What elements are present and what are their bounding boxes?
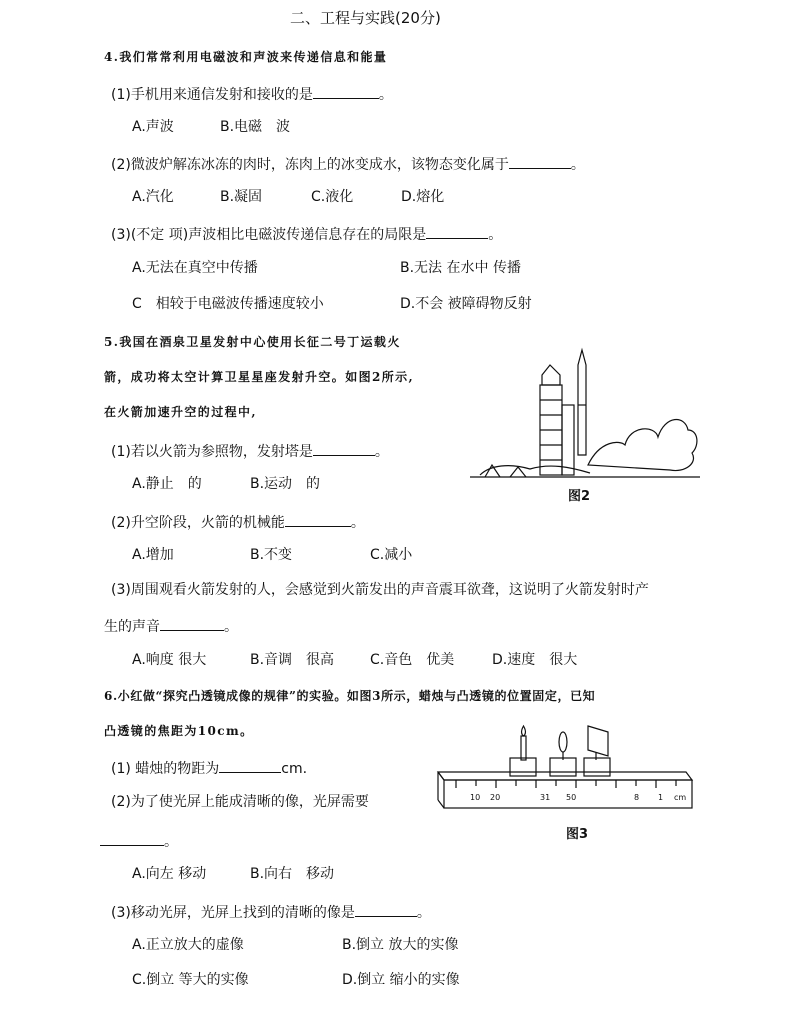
q5-stem-line3: 在火箭加速升空的过程中, bbox=[104, 405, 257, 419]
q5-stem-line1: 5.我国在酒泉卫星发射中心使用长征二号丁运载火 bbox=[104, 335, 401, 349]
q6-p3-option-b[interactable]: B.倒立 放大的实像 bbox=[342, 937, 459, 953]
q5-part3-line1: (3)周围观看火箭发射的人，会感觉到火箭发出的声音震耳欲聋，这说明了火箭发射时产 bbox=[111, 582, 649, 598]
ruler-label-20: 20 bbox=[490, 793, 501, 802]
q4-part1-answer-blank[interactable] bbox=[313, 84, 379, 99]
q6-stem-line2: 凸透镜的焦距为10cm。 bbox=[104, 724, 254, 738]
q6-p3-option-a[interactable]: A.正立放大的虚像 bbox=[132, 937, 244, 953]
q6-part1 bbox=[111, 758, 307, 778]
section-title: 二、工程与实践(20分) bbox=[290, 9, 441, 27]
q5-p3-option-c[interactable]: C.音色 优美 bbox=[370, 652, 455, 668]
q5-part1-answer-blank[interactable] bbox=[313, 441, 375, 456]
ruler-label-cm: cm bbox=[674, 793, 687, 802]
q4-p1-option-b[interactable]: B.电磁 波 bbox=[220, 119, 291, 135]
q5-part1-text: (1)若以火箭为参照物，发射塔是 bbox=[111, 444, 313, 460]
q6-part3-answer-blank[interactable] bbox=[355, 902, 417, 917]
q6-part2-line1: (2)为了使光屏上能成清晰的像，光屏需要 bbox=[111, 794, 369, 810]
q5-p1-option-b[interactable]: B.运动 的 bbox=[250, 476, 321, 492]
q6-p3-option-c[interactable]: C.倒立 等大的实像 bbox=[132, 972, 249, 988]
ruler-label-50: 50 bbox=[566, 793, 577, 802]
q6-part1-answer-blank[interactable] bbox=[219, 758, 281, 773]
q5-p2-option-a[interactable]: A.增加 bbox=[132, 547, 174, 563]
q6-p3-option-d[interactable]: D.倒立 缩小的实像 bbox=[342, 972, 460, 988]
q6-part2-answer-blank[interactable] bbox=[100, 831, 164, 846]
q5-p1-option-a[interactable]: A.静止 的 bbox=[132, 476, 202, 492]
q5-p2-option-b[interactable]: B.不变 bbox=[250, 547, 293, 563]
q4-part3-text: (3)(不定 项)声波相比电磁波传递信息存在的局限是 bbox=[111, 227, 427, 243]
ruler-label-1: 1 bbox=[658, 793, 664, 802]
q5-part1-end: 。 bbox=[374, 444, 389, 460]
q6-stem-line1: 6.小红做“探究凸透镜成像的规律”的实验。如图3所示，蜡烛与凸透镜的位置固定，已知 bbox=[104, 689, 596, 703]
q5-p3-option-b[interactable]: B.音调 很高 bbox=[250, 652, 335, 668]
rocket-launch-figure bbox=[470, 345, 700, 485]
q4-part3-end: 。 bbox=[488, 227, 503, 243]
q4-part3 bbox=[111, 224, 502, 244]
q5-p3-option-d[interactable]: D.速度 很大 bbox=[492, 652, 578, 668]
q6-part3-text: (3)移动光屏，光屏上找到的清晰的像是 bbox=[111, 905, 355, 921]
q4-part1-end: 。 bbox=[378, 87, 393, 103]
q4-p2-option-a[interactable]: A.汽化 bbox=[132, 189, 174, 205]
q4-p1-option-a[interactable]: A.声波 bbox=[132, 119, 174, 135]
q5-stem-line2: 箭，成功将太空计算卫星星座发射升空。如图2所示, bbox=[104, 370, 415, 384]
q5-part3-answer-blank[interactable] bbox=[160, 616, 224, 631]
q4-part1-text: (1)手机用来通信发射和接收的是 bbox=[111, 87, 313, 103]
q5-part3-end: 。 bbox=[224, 619, 238, 635]
figure2-caption: 图2 bbox=[568, 489, 591, 504]
q4-part2-end: 。 bbox=[570, 157, 585, 173]
q4-part2 bbox=[111, 154, 585, 174]
q4-part1 bbox=[111, 84, 393, 104]
q4-p3-option-b[interactable]: B.无法 在水中 传播 bbox=[400, 260, 521, 276]
q5-part1 bbox=[111, 441, 389, 461]
q5-part2-text: (2)升空阶段，火箭的机械能 bbox=[111, 515, 285, 531]
q4-p2-option-b[interactable]: B.凝固 bbox=[220, 189, 263, 205]
q4-p2-option-d[interactable]: D.熔化 bbox=[401, 189, 445, 205]
q4-p3-option-a[interactable]: A.无法在真空中传播 bbox=[132, 260, 258, 276]
q5-p2-option-c[interactable]: C.减小 bbox=[370, 547, 413, 563]
q6-part1-text: (1) 蜡烛的物距为 bbox=[111, 761, 220, 777]
q6-part2-line2 bbox=[100, 831, 178, 851]
ruler-label-31: 31 bbox=[540, 793, 551, 802]
ruler-label-10: 10 bbox=[470, 793, 481, 802]
q6-p2-option-b[interactable]: B.向右 移动 bbox=[250, 866, 335, 882]
q4-p3-option-c[interactable]: C 相较于电磁波传播速度较小 bbox=[132, 296, 324, 312]
optical-bench-figure bbox=[436, 722, 694, 814]
q5-part3-line2 bbox=[104, 616, 238, 636]
q6-part3-end: 。 bbox=[416, 905, 431, 921]
q6-p2-option-a[interactable]: A.向左 移动 bbox=[132, 866, 207, 882]
q5-part2-end: 。 bbox=[350, 515, 365, 531]
q6-part3 bbox=[111, 902, 431, 922]
ruler-label-8: 8 bbox=[634, 793, 640, 802]
q4-part2-text: (2)微波炉解冻冰冻的肉时，冻肉上的冰变成水，该物态变化属于 bbox=[111, 157, 509, 173]
q5-p3-option-a[interactable]: A.响度 很大 bbox=[132, 652, 207, 668]
q4-stem: 4.我们常常利用电磁波和声波来传递信息和能量 bbox=[104, 50, 388, 64]
q6-part2-end: 。 bbox=[164, 834, 178, 850]
q5-part2 bbox=[111, 512, 365, 532]
q4-part2-answer-blank[interactable] bbox=[509, 154, 571, 169]
q6-part1-end: cm. bbox=[281, 761, 308, 777]
q4-p3-option-d[interactable]: D.不会 被障碍物反射 bbox=[400, 296, 532, 312]
q4-part3-answer-blank[interactable] bbox=[426, 224, 488, 239]
q5-part3-text: 生的声音 bbox=[104, 619, 160, 635]
q5-part2-answer-blank[interactable] bbox=[285, 512, 351, 527]
figure3-caption: 图3 bbox=[566, 827, 589, 842]
q4-p2-option-c[interactable]: C.液化 bbox=[311, 189, 354, 205]
